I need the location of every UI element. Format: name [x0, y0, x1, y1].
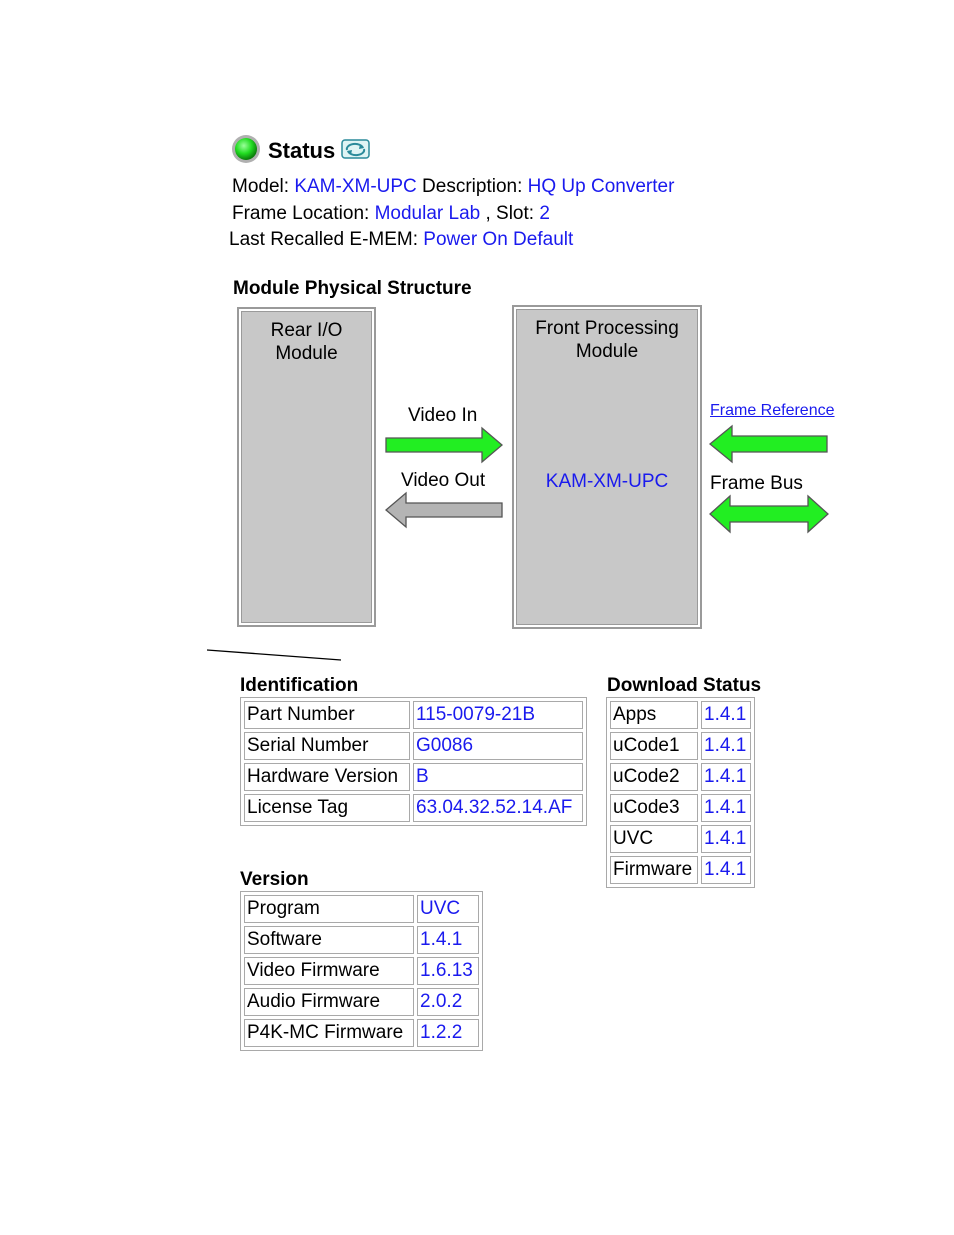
table-cell-value: 1.4.1 — [417, 926, 479, 954]
table-cell-label: Apps — [610, 701, 698, 729]
last-recalled-line — [229, 229, 573, 251]
download-status-table — [606, 697, 755, 888]
table-cell-label: Part Number — [244, 701, 410, 729]
table-cell-label: Software — [244, 926, 414, 954]
video-out-label: Video Out — [401, 470, 486, 491]
description-value: HQ Up Converter — [527, 176, 675, 197]
frame-bus-label: Frame Bus — [710, 473, 803, 494]
status-led-icon — [231, 134, 261, 164]
description-label: Description: — [422, 176, 523, 197]
table-cell-value: 2.0.2 — [417, 988, 479, 1016]
table-cell-value: 1.2.2 — [417, 1019, 479, 1047]
table-cell-label: Firmware — [610, 856, 698, 884]
table-row — [244, 794, 583, 822]
table-cell-label: uCode1 — [610, 732, 698, 760]
identification-heading: Identification — [240, 675, 359, 696]
download-status-heading: Download Status — [607, 675, 762, 696]
table-row — [244, 763, 583, 791]
table-cell-value: 63.04.32.52.14.AF — [413, 794, 583, 822]
table-cell-label: uCode2 — [610, 763, 698, 791]
table-cell-value: UVC — [417, 895, 479, 923]
table-cell-label: Serial Number — [244, 732, 410, 760]
model-line — [232, 176, 674, 198]
table-cell-label: Program — [244, 895, 414, 923]
table-cell-value: 1.6.13 — [417, 957, 479, 985]
slot-value: 2 — [539, 203, 550, 224]
divider-line — [207, 649, 341, 661]
frame-location-label: Frame Location: — [232, 203, 370, 224]
table-row — [244, 895, 479, 923]
table-cell-label: P4K-MC Firmware — [244, 1019, 414, 1047]
refresh-icon[interactable] — [341, 138, 370, 160]
last-recalled-label: Last Recalled E-MEM: — [229, 229, 419, 250]
rear-module-line2: Module — [275, 343, 338, 364]
frame-reference-arrow-icon[interactable] — [708, 424, 830, 464]
table-cell-value: 1.4.1 — [701, 701, 751, 729]
table-cell-label: UVC — [610, 825, 698, 853]
table-row — [244, 926, 479, 954]
table-row — [244, 701, 583, 729]
table-row — [244, 988, 479, 1016]
table-cell-value: G0086 — [413, 732, 583, 760]
table-row — [244, 957, 479, 985]
video-in-label: Video In — [408, 405, 478, 426]
identification-table — [240, 697, 587, 826]
table-row — [610, 794, 751, 822]
last-recalled-value: Power On Default — [423, 229, 574, 250]
frame-location-value: Modular Lab — [374, 203, 481, 224]
table-cell-label: License Tag — [244, 794, 410, 822]
table-row — [244, 732, 583, 760]
table-cell-value: 1.4.1 — [701, 794, 751, 822]
table-cell-value: 115-0079-21B — [413, 701, 583, 729]
frame-reference-link[interactable]: Frame Reference — [710, 402, 835, 419]
video-out-arrow-icon[interactable] — [384, 491, 504, 529]
table-cell-value: 1.4.1 — [701, 763, 751, 791]
table-cell-value: 1.4.1 — [701, 732, 751, 760]
front-module-line1: Front Processing — [535, 318, 679, 339]
table-cell-value: B — [413, 763, 583, 791]
frame-bus-arrow-icon[interactable] — [708, 494, 830, 534]
version-table — [240, 891, 483, 1051]
table-row — [244, 1019, 479, 1047]
table-row — [610, 763, 751, 791]
table-row — [610, 856, 751, 884]
table-cell-label: uCode3 — [610, 794, 698, 822]
version-heading: Version — [240, 869, 309, 890]
rear-module-label — [239, 319, 374, 365]
frame-location-line — [232, 203, 550, 225]
table-cell-label: Hardware Version — [244, 763, 410, 791]
video-in-arrow-icon[interactable] — [384, 426, 504, 464]
rear-module-line1: Rear I/O — [270, 320, 343, 341]
structure-heading: Module Physical Structure — [233, 278, 472, 299]
model-label: Model: — [232, 176, 290, 197]
front-module-model: KAM-XM-UPC — [545, 471, 669, 492]
table-row — [610, 701, 751, 729]
status-title: Status — [268, 138, 336, 163]
frame-reference-link-wrap — [710, 402, 835, 420]
table-cell-label: Audio Firmware — [244, 988, 414, 1016]
table-cell-value: 1.4.1 — [701, 825, 751, 853]
front-module-label — [514, 317, 700, 363]
table-cell-label: Video Firmware — [244, 957, 414, 985]
table-row — [610, 825, 751, 853]
rear-io-module[interactable] — [237, 307, 376, 627]
front-processing-module[interactable] — [512, 305, 702, 629]
table-row — [610, 732, 751, 760]
table-cell-value: 1.4.1 — [701, 856, 751, 884]
slot-label: , Slot: — [485, 203, 535, 224]
model-value: KAM-XM-UPC — [294, 176, 417, 197]
front-module-line2: Module — [575, 341, 639, 362]
